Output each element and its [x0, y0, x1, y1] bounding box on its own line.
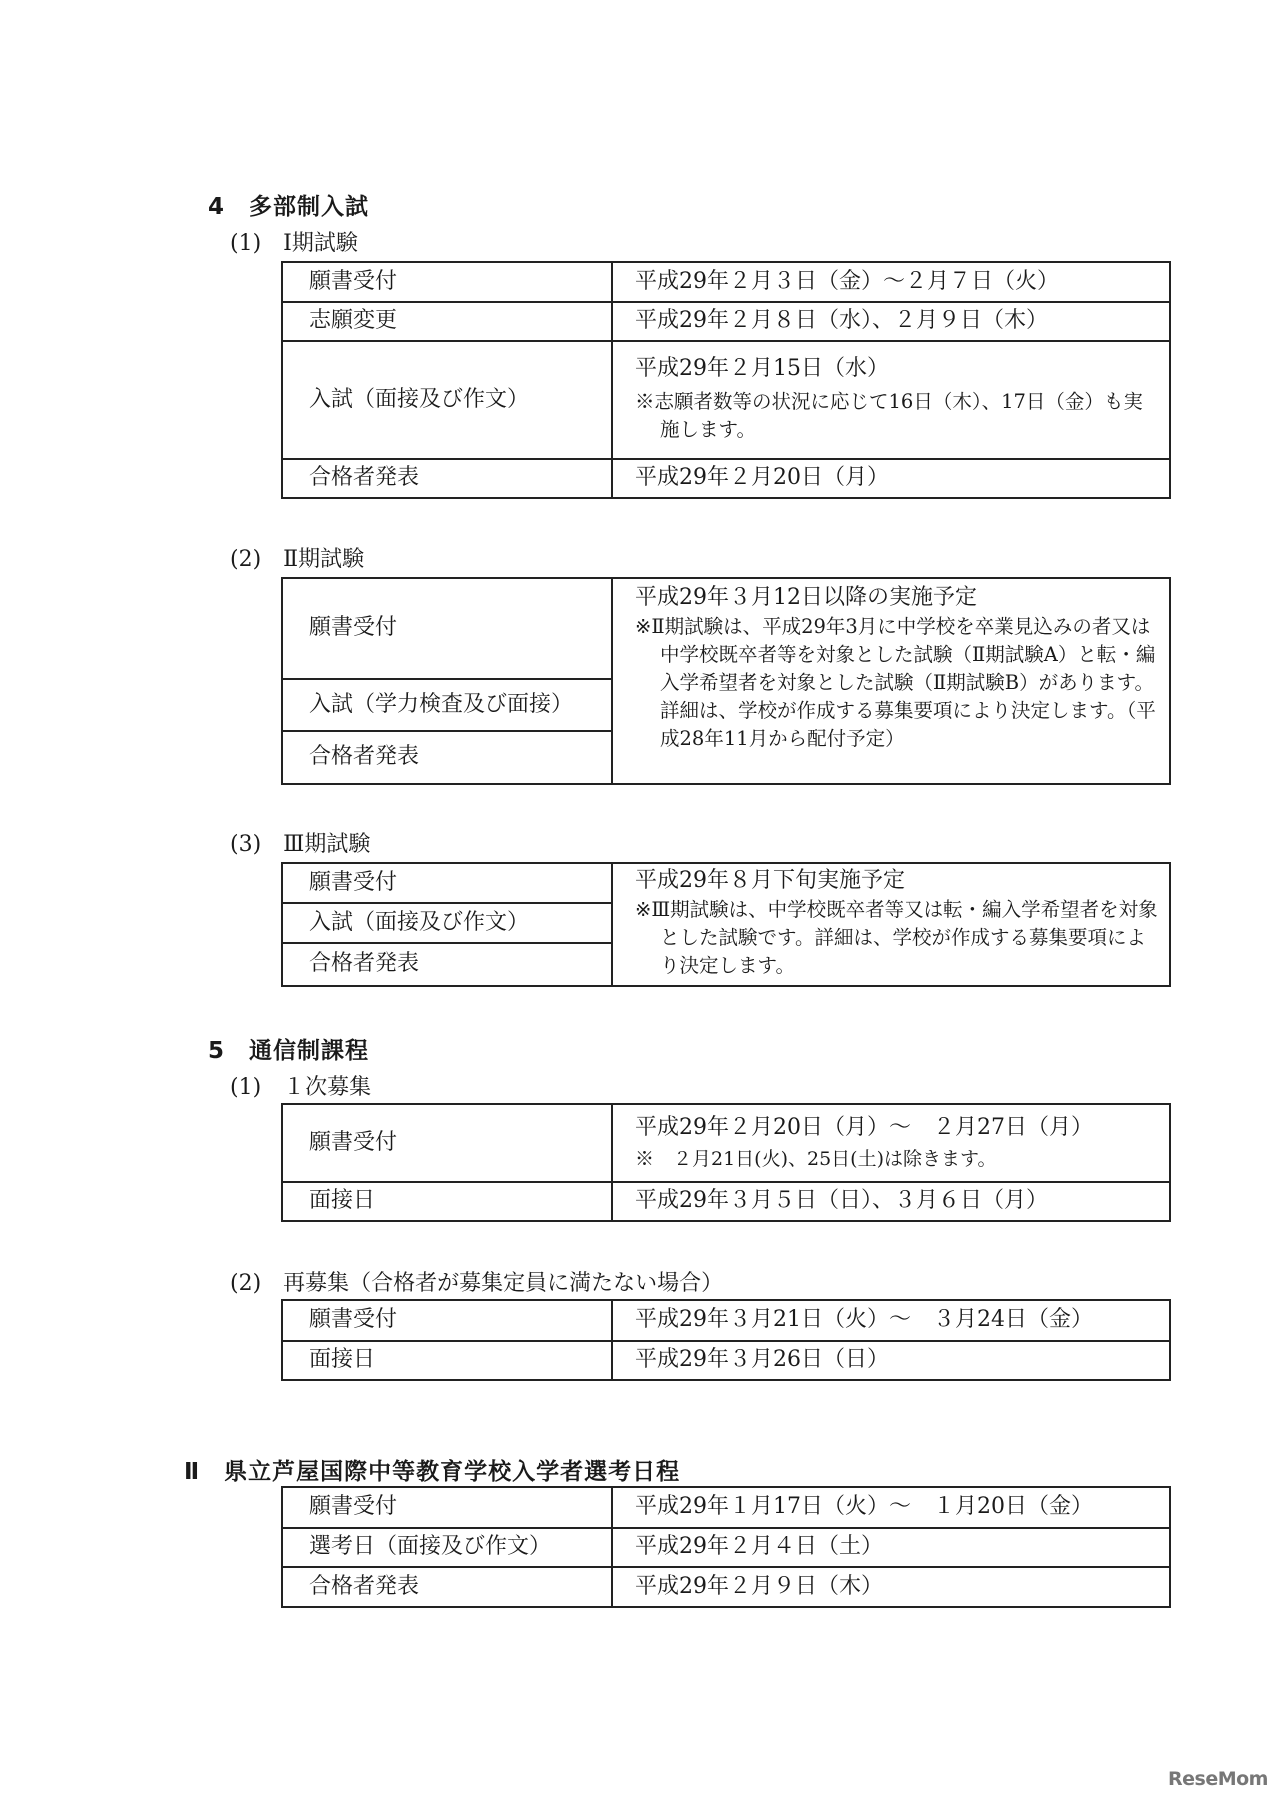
phase-1-heading: (1) Ⅰ期試験: [230, 231, 358, 256]
value-text: 平成29年２月15日（水）: [635, 355, 889, 381]
row-label: 入試（面接及び作文）: [282, 903, 612, 943]
row-label: 願書受付: [282, 863, 612, 903]
value-text: 平成29年２月20日（月）～ ２月27日（月）: [635, 1115, 1093, 1141]
row-label: 面接日: [282, 1341, 612, 1380]
row-label: 願書受付: [282, 1300, 612, 1341]
table-row: [282, 863, 1170, 903]
table-row: [282, 1300, 1170, 1341]
row-label: 合格者発表: [282, 1567, 612, 1607]
table-row: [282, 1528, 1170, 1567]
note-text: ※志願者数等の状況に応じて16日（木）、17日（金）も実施します。: [635, 390, 1143, 442]
row-value: 平成29年２月９日（木）: [612, 1567, 1170, 1607]
row-label: 選考日（面接及び作文）: [282, 1528, 612, 1567]
ashiya-schedule-table: [281, 1486, 1171, 1608]
row-label: 面接日: [282, 1182, 612, 1221]
phase-2-heading: (2) Ⅱ期試験: [230, 547, 365, 572]
value-text: 平成29年３月12日以降の実施予定: [635, 585, 977, 610]
row-label: 合格者発表: [282, 459, 612, 498]
value-text: 平成29年８月下旬実施予定: [635, 868, 905, 893]
phase-3-heading: (3) Ⅲ期試験: [230, 832, 371, 857]
row-value: [612, 578, 1170, 784]
row-label: 合格者発表: [282, 731, 612, 784]
table-row: [282, 1182, 1170, 1221]
row-value: 平成29年３月５日（日）、３月６日（月）: [612, 1182, 1170, 1221]
first-recruitment-table: [281, 1103, 1171, 1222]
row-value: 平成29年２月３日（金）～２月７日（火）: [612, 262, 1170, 302]
phase-2-table: [281, 577, 1171, 785]
re-recruitment-table: [281, 1299, 1171, 1381]
first-recruitment-heading: (1) １次募集: [230, 1075, 372, 1100]
note-text: ※ ２月21日(火)、25日(土)は除きます。: [635, 1147, 997, 1170]
table-row: [282, 341, 1170, 459]
row-value: 平成29年２月８日（水）、２月９日（木）: [612, 302, 1170, 341]
row-label: 願書受付: [282, 262, 612, 302]
row-label: 志願変更: [282, 302, 612, 341]
row-value: [612, 1104, 1170, 1182]
row-label: 願書受付: [282, 578, 612, 679]
row-value: 平成29年２月20日（月）: [612, 459, 1170, 498]
resemom-logo: ReseMom: [1168, 1768, 1268, 1790]
table-row: [282, 1104, 1170, 1182]
section-4-heading: 4 多部制入試: [208, 194, 370, 220]
row-value: 平成29年１月17日（火）～ １月20日（金）: [612, 1487, 1170, 1528]
row-value: 平成29年３月26日（日）: [612, 1341, 1170, 1380]
row-value: 平成29年２月４日（土）: [612, 1528, 1170, 1567]
row-label: 入試（面接及び作文）: [282, 341, 612, 459]
row-value: 平成29年３月21日（火）～ ３月24日（金）: [612, 1300, 1170, 1341]
row-value: [612, 863, 1170, 986]
table-row: [282, 578, 1170, 679]
table-row: [282, 302, 1170, 341]
phase-1-table: [281, 261, 1171, 499]
re-recruitment-heading: (2) 再募集（合格者が募集定員に満たない場合）: [230, 1271, 724, 1296]
row-label: 願書受付: [282, 1104, 612, 1182]
phase-3-table: [281, 862, 1171, 987]
table-row: [282, 1341, 1170, 1380]
row-label: 合格者発表: [282, 943, 612, 986]
note-text: ※Ⅱ期試験は、平成29年3月に中学校を卒業見込みの者又は中学校既卒者等を対象とした試験（Ⅱ期試験A）と転・編入学希望者を対象とした試験（Ⅱ期試験B）があります。詳細は、学校が作成する募集要項により決定します。（平成28年11月から配付予定）: [635, 615, 1156, 751]
table-row: [282, 1567, 1170, 1607]
section-ii-heading: Ⅱ 県立芦屋国際中等教育学校入学者選考日程: [184, 1459, 681, 1485]
table-row: [282, 262, 1170, 302]
section-5-heading: 5 通信制課程: [208, 1038, 370, 1064]
row-label: 入試（学力検査及び面接）: [282, 679, 612, 731]
row-value: [612, 341, 1170, 459]
row-label: 願書受付: [282, 1487, 612, 1528]
table-row: [282, 459, 1170, 498]
note-text: ※Ⅲ期試験は、中学校既卒者等又は転・編入学希望者を対象とした試験です。詳細は、学校が作成する募集要項により決定します。: [635, 898, 1158, 978]
table-row: [282, 1487, 1170, 1528]
